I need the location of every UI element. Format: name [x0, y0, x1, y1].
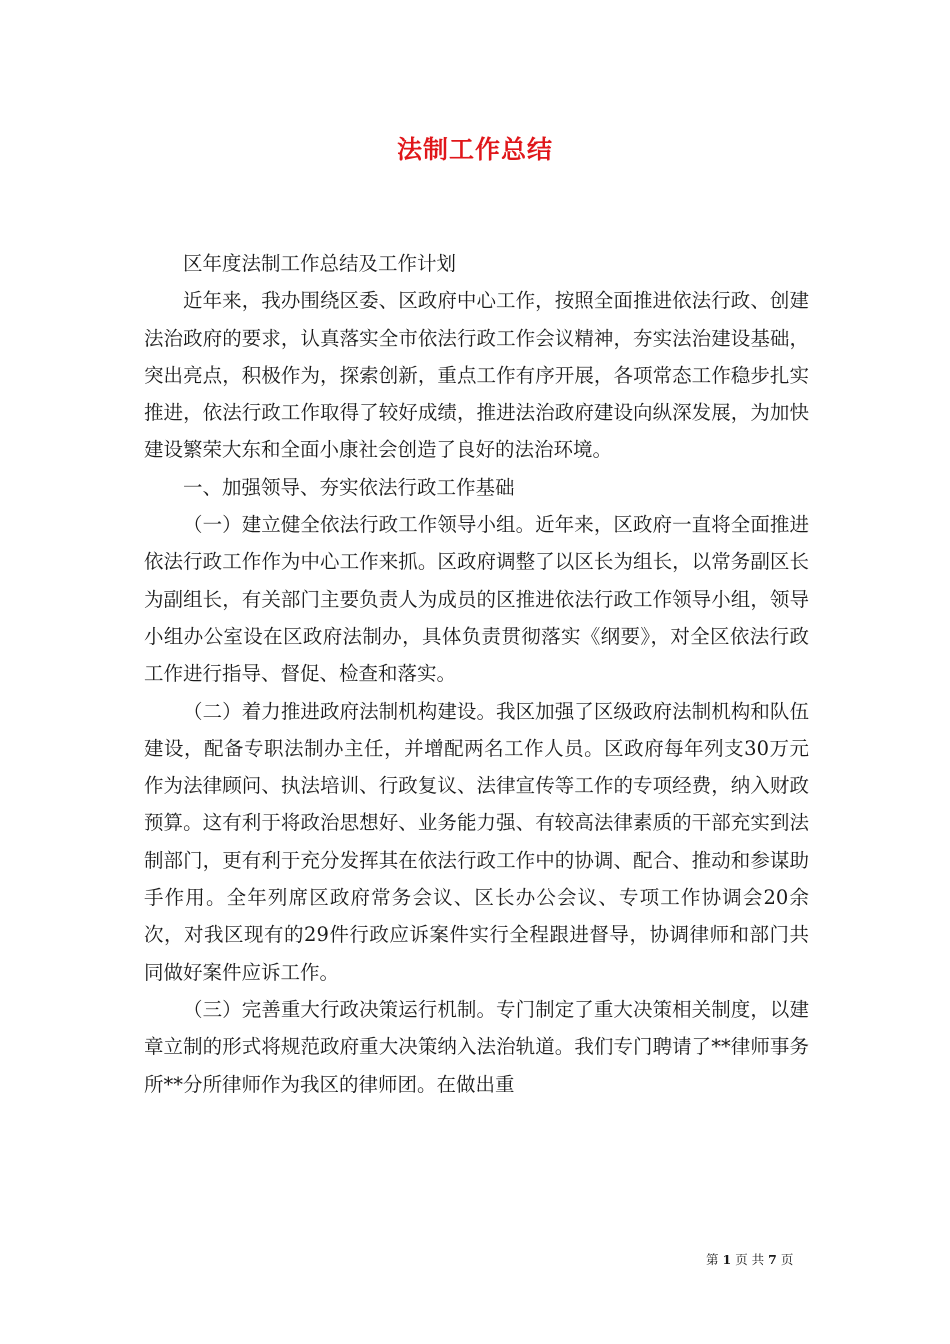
- section-heading-1: 一、加强领导、夯实依法行政工作基础: [183, 475, 515, 499]
- footer-middle: 页 共: [735, 1252, 765, 1267]
- document-title: 法制工作总结: [396, 135, 553, 164]
- footer-prefix: 第: [706, 1252, 719, 1267]
- document-body: [144, 245, 809, 1103]
- page-footer: [706, 1250, 793, 1268]
- paragraph-intro: 近年来，我办围绕区委、区政府中心工作，按照全面推进依法行政、创建法治政府的要求，认真落实全市依法行政工作会议精神，夯实法治建设基础，突出亮点，积极作为，探索创新，重点工作有序开展，各项常态工作稳步扎实推进，依法行政工作取得了较好成绩，推进法治政府建设向纵深发展，为加快建设繁荣大东和全面小康社会创造了良好的法治环境。: [144, 289, 809, 462]
- footer-suffix: 页: [780, 1252, 794, 1267]
- paragraph-2: （二）着力推进政府法制机构建设。我区加强了区级政府法制机构和队伍建设，配备专职法制办主任，并增配两名工作人员。区政府每年列支30万元作为法律顾问、执法培训、行政复议、法律宣传等工作的专项经费，纳入财政预算。这有利于将政治思想好、业务能力强、有较高法律素质的干部充实到法制部门，更有利于充分发挥其在依法行政工作中的协调、配合、推动和参谋助手作用。全年列席区政府常务会议、区长办公会议、专项工作协调会20余次，对我区现有的29件行政应诉案件实行全程跟进督导，协调律师和部门共同做好案件应诉工作。: [144, 699, 809, 984]
- document-subtitle: 区年度法制工作总结及工作计划: [183, 252, 457, 275]
- paragraph-3: （三）完善重大行政决策运行机制。专门制定了重大决策相关制度，以建章立制的形式将规范政府重大决策纳入法治轨道。我们专门聘请了**律师事务所**分所律师作为我区的律师团。在做出重: [144, 997, 809, 1096]
- footer-current-page: 1: [722, 1252, 732, 1267]
- footer-total-pages: 7: [768, 1252, 777, 1267]
- paragraph-1: （一）建立健全依法行政工作领导小组。近年来，区政府一直将全面推进依法行政工作作为中心工作来抓。区政府调整了以区长为组长，以常务副区长为副组长，有关部门主要负责人为成员的区推进依法行政工作领导小组，领导小组办公室设在区政府法制办，具体负责贯彻落实《纲要》，对全区依法行政工作进行指导、督促、检查和落实。: [144, 513, 809, 686]
